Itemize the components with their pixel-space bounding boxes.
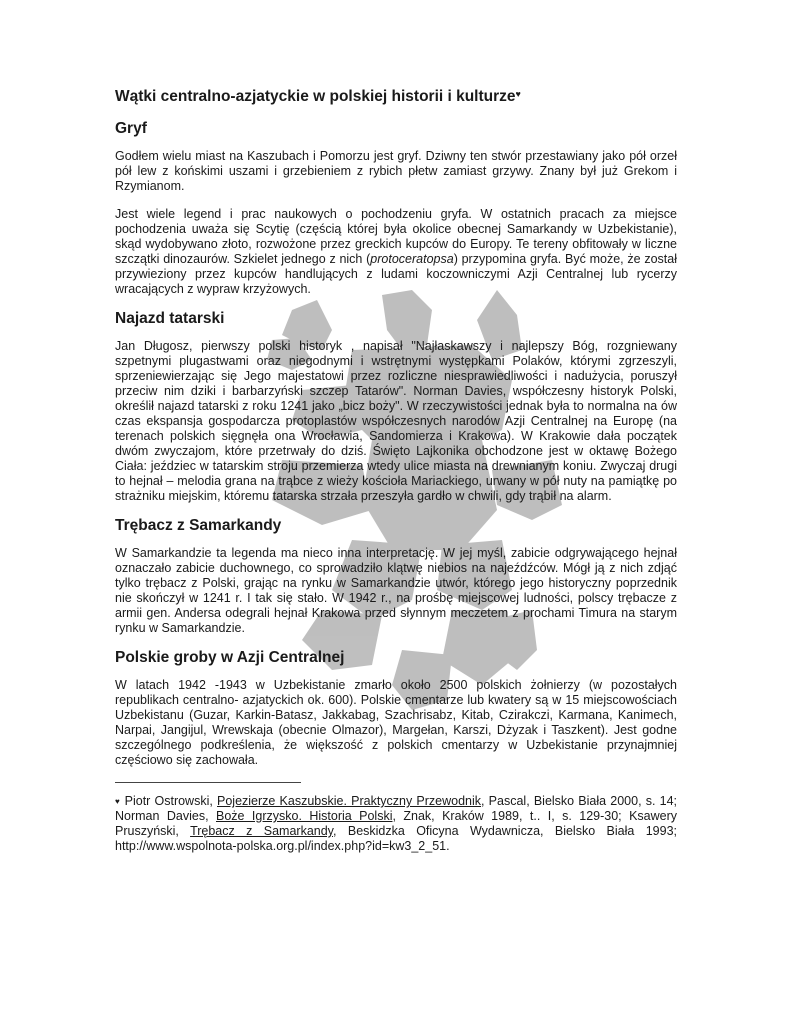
footnote-book-title: Trębacz z Samarkandy	[190, 824, 334, 838]
document-title	[115, 88, 677, 106]
footnote-text: , Pascal, Bielsko Biała 2000, s. 14; Norman Davies,	[115, 794, 677, 823]
paragraph-text: Jest wiele legend i prac naukowych o pochodzeniu gryfa. W ostatnich pracach za miejsce pochodzenia uważa się Scytię (częścią której była okolice obecnej Samarkandy w Uzbekistanie), skąd wydobywano złoto, rozwożone przez greckich kupców do Europy. Te tereny obfitowały w liczne szczątki dinozaurów. Szkielet jednego z nich (	[115, 207, 677, 266]
section-heading: Najazd tatarski	[115, 310, 225, 327]
section-heading: Polskie groby w Azji Centralnej	[115, 649, 345, 666]
section-gryf	[115, 120, 677, 297]
footnote-book-title: Boże Igrzysko. Historia Polski	[216, 809, 393, 823]
paragraph-text: Jan Długosz, pierwszy polski historyk , napisał "Najłaskawszy i najlepszy Bóg, rozgniewany szpetnymi plugastwami oraz niegodnymi i wstrętnymi występkami Polaków, którymi zgrzeszyli, sprzeniewierzając się Jego majestatowi przez rozliczne niesprawiedliwości i nadużycia, poruszył przeciw nim dziki i barbarzyński szczep Tatarów". Norman Davies, współczesny historyk Polski, określił najazd tatarski z roku 1241 jako „bicz boży". W rzeczywistości jednak była to normalna na ów czas ekspansja gospodarcza protoplastów współczesnych narodów Azji Centralnej na Europę (na terenach polskich sięgnęła ona Wrocławia, Sandomierza i Krakowa). W Krakowie dała początek dwóm zwyczajom, które przetrwały do dziś. Święto Lajkonika obchodzone jest w oktawę Bożego Ciała: jeździec w tatarskim stroju przemierza wtedy ulice miasta na drewnianym koniu. Zwyczaj drugi to hejnał – melodia grana na trąbce z wieży kościoła Mariackiego, urwany w pół nuty na pamiątkę po strażniku miejskim, któremu tatarska strzała przeszyła gardło w chwili, gdy trąbił na alarm.	[115, 339, 677, 503]
paragraph-text: W Samarkandzie ta legenda ma nieco inna interpretację. W jej myśl, zabicie odgrywającego hejnał oznaczało zabicie duchownego, co sprowadziło klątwę niebios na najeźdźców. Mógł ją z nich zdjąć tylko trębacz z Polski, grając na rynku w Samarkandzie utwór, którego jego historyczny poprzednik nie skończył w 1241 r. I tak się stało. W 1942 r., na prośbę miejscowej ludności, polscy trębacze z armii gen. Andersa odegrali hejnał Krakowa przed słynnym meczetem z prochami Timura na starym rynku w Samarkandzie.	[115, 546, 677, 635]
section-heading: Trębacz z Samarkandy	[115, 517, 282, 534]
italic-term: protoceratopsa	[370, 252, 454, 266]
paragraph-text: Godłem wielu miast na Kaszubach i Pomorzu jest gryf. Dziwny ten stwór przestawiany jako pół orzeł pół lew z końskimi uszami i grzebieniem z rybich płetw zamiast grzywy. Znany był już Grekom i Rzymianom.	[115, 149, 677, 193]
footnote-book-title: Pojezierze Kaszubskie. Praktyczny Przewodnik	[217, 794, 482, 808]
footnote-text: Piotr Ostrowski,	[120, 794, 218, 808]
paragraph	[115, 149, 677, 194]
paragraph	[115, 207, 677, 297]
footnote-ref-heart[interactable]: ♥	[515, 89, 521, 99]
paragraph	[115, 546, 677, 636]
document-page	[115, 88, 677, 854]
paragraph	[115, 339, 677, 504]
section-najazd-tatarski	[115, 310, 677, 504]
footnote	[115, 794, 677, 854]
footnote-text: , Beskidzka Oficyna Wydawnicza, Bielsko Biała 1993; http://www.wspolnota-polska.org.pl/index.php?id=kw3_2_51.	[115, 824, 677, 853]
section-heading: Gryf	[115, 120, 147, 137]
footnote-text: , Znak, Kraków 1989, t.. I, s. 129-30; Ksawery Pruszyński,	[115, 809, 677, 838]
title-text: Wątki centralno-azjatyckie w polskiej historii i kulturze	[115, 88, 516, 105]
paragraph	[115, 678, 677, 768]
footnote-mark: ♥	[115, 797, 121, 806]
section-trebacz	[115, 517, 677, 636]
section-polskie-groby	[115, 649, 677, 768]
footnote-separator	[115, 782, 301, 783]
paragraph-text: W latach 1942 -1943 w Uzbekistanie zmarło około 2500 polskich żołnierzy (w pozostałych republikach centralno- azjatyckich ok. 600). Polskie cmentarze lub kwatery są w 15 miejscowościach Uzbekistanu (Guzar, Karkin-Batasz, Jakkabag, Szachrisabz, Kitab, Czirakczi, Karmana, Kanimech, Narpai, Jangijul, Wrewskaja (obecnie Olmazor), Margełan, Karszi, Dżyzak i Taszkent). Jest godne szczególnego podkreślenia, że większość z polskich cmentarzy w Uzbekistanie przynajmniej częściowo się zachowała.	[115, 678, 677, 767]
paragraph-text: ) przypomina gryfa. Być może, że został przywieziony przez kupców handlujących z ludami koczowniczymi Azji Centralnej lub rycerzy wracających z wypraw krzyżowych.	[115, 252, 677, 296]
